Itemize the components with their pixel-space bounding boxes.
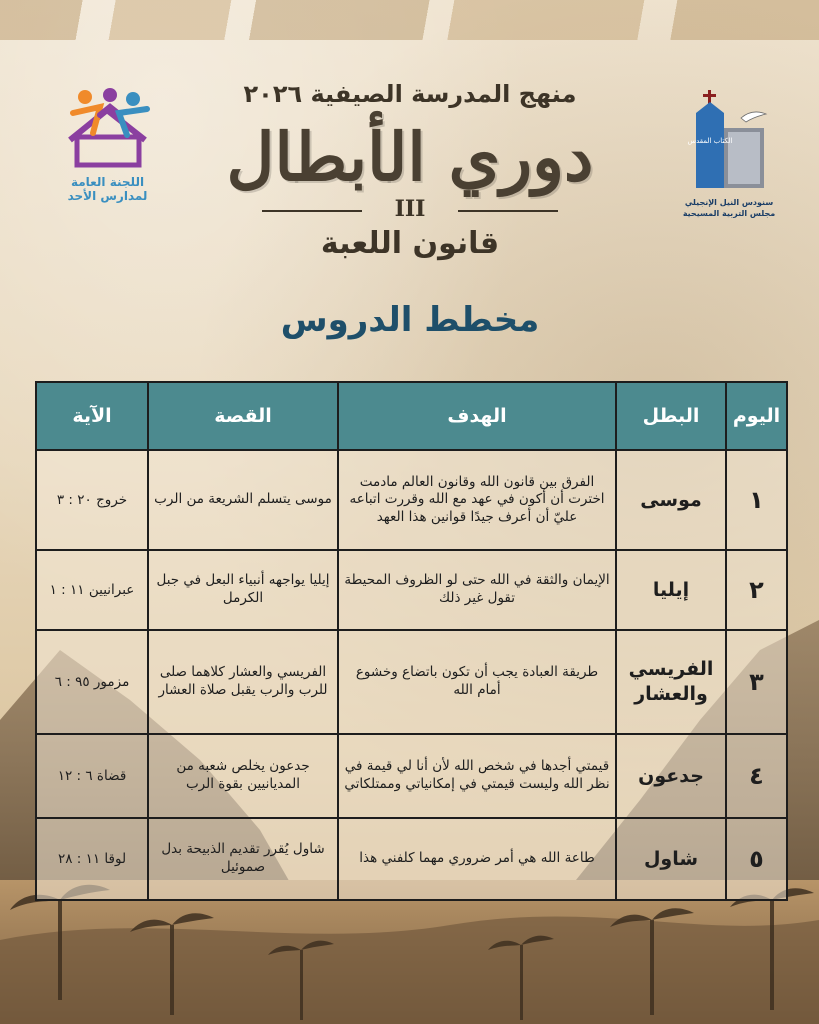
- verse-cell: مزمور ٩٥ : ٦: [36, 630, 148, 734]
- logo-line-2: لمدارس الأحد: [67, 189, 148, 203]
- goal-cell: الإيمان والثقة في الله حتى لو الظروف المحيطة تقول غير ذلك: [338, 550, 616, 630]
- hero-cell: الفريسي والعشار: [616, 630, 726, 734]
- story-cell: موسى يتسلم الشريعة من الرب: [148, 450, 338, 550]
- season-number: III: [394, 196, 426, 222]
- goal-cell: قيمتي أجدها في شخص الله لأن أنا لي قيمة في نظر الله وليست قيمتي في إمكانياتي وممتلكاتي: [338, 734, 616, 818]
- synod-caption-1: سنودس النيل الإنجيلي: [684, 198, 774, 207]
- story-cell: الفريسي والعشار كلاهما صلى للرب والرب يقبل صلاة العشار: [148, 630, 338, 734]
- hero-cell: شاول: [616, 818, 726, 900]
- hero-cell: موسى: [616, 450, 726, 550]
- day-cell: ٤: [726, 734, 787, 818]
- verse-cell: خروج ٢٠ : ٣: [36, 450, 148, 550]
- hero-cell: إيليا: [616, 550, 726, 630]
- goal-cell: طريقة العبادة يجب أن تكون باتضاع وخشوع أمام الله: [338, 630, 616, 734]
- book-label: الكتاب المقدس: [687, 137, 733, 145]
- story-cell: جدعون يخلص شعبه من المديانيين بقوة الرب: [148, 734, 338, 818]
- lessons-table: [35, 381, 788, 901]
- goal-cell: طاعة الله هي أمر ضروري مهما كلفني هذا: [338, 818, 616, 900]
- header-story: القصة: [148, 382, 338, 450]
- story-cell: إيليا يواجهه أنبياء البعل في جبل الكرمل: [148, 550, 338, 630]
- table-row: [36, 550, 787, 630]
- story-cell: شاول يُقرر تقديم الذبيحة بدل صموئيل: [148, 818, 338, 900]
- bible-cross-icon: [686, 88, 772, 198]
- day-cell: ٥: [726, 818, 787, 900]
- day-cell: ٣: [726, 630, 787, 734]
- verse-cell: عبرانيين ١١ : ١: [36, 550, 148, 630]
- synod-caption-2: مجلس التربية المسيحية: [682, 209, 776, 218]
- day-cell: ٢: [726, 550, 787, 630]
- table-row: [36, 734, 787, 818]
- synod-logo: [682, 88, 776, 218]
- header-verse: الآية: [36, 382, 148, 450]
- people-house-icon: [55, 85, 160, 175]
- section-title: مخطط الدروس: [280, 300, 540, 340]
- program-tagline: قانون اللعبة: [320, 226, 500, 261]
- table-row: [36, 818, 787, 900]
- program-title: دوري الأبطال: [226, 118, 594, 196]
- table-row: [36, 630, 787, 734]
- goal-cell: الفرق بين قانون الله وقانون العالم مادمت اخترت أن أكون في عهد مع الله وقررت اتباعه عليّ أن أعرف جيدًا قوانين هذا العهد: [338, 450, 616, 550]
- table-header-row: [36, 382, 787, 450]
- header-goal: الهدف: [338, 382, 616, 450]
- verse-cell: لوقا ١١ : ٢٨: [36, 818, 148, 900]
- hero-cell: جدعون: [616, 734, 726, 818]
- header-day: اليوم: [726, 382, 787, 450]
- logo-line-1: اللجنة العامة: [70, 175, 145, 189]
- verse-cell: قضاة ٦ : ١٢: [36, 734, 148, 818]
- program-subtitle: منهج المدرسة الصيفية ٢٠٢٦: [243, 80, 577, 108]
- table-row: [36, 450, 787, 550]
- sunday-schools-logo: [55, 85, 160, 205]
- header-hero: البطل: [616, 382, 726, 450]
- dunes: [0, 916, 819, 1024]
- day-cell: ١: [726, 450, 787, 550]
